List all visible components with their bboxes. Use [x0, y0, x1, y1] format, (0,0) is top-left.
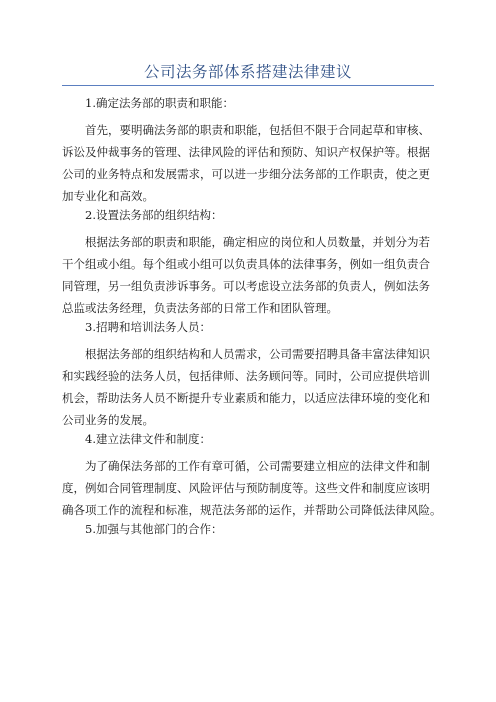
section-paragraph-4	[62, 455, 442, 521]
paragraph-line: 根据法务部的职责和职能，确定相应的岗位和人员数量，并划分为若	[85, 235, 430, 249]
paragraph-line: 度，例如合同管理制度、风险评估与预防制度等。这些文件和制度应该明	[62, 481, 430, 495]
document-title: 公司法务部体系搭建法律建议	[143, 63, 352, 81]
section-heading-3: 3.招聘和培训法务人员：	[85, 320, 211, 334]
title-underline	[62, 85, 434, 86]
section-heading-2: 2.设置法务部的组织结构：	[85, 208, 223, 222]
paragraph-line: 根据法务部的组织结构和人员需求，公司需要招聘具备丰富法律知识	[85, 347, 430, 361]
paragraph-line: 加专业化和高效。	[62, 189, 154, 203]
paragraph-line: 首先，要明确法务部的职责和职能，包括但不限于合同起草和审核、	[85, 123, 430, 137]
paragraph-line: 同管理，另一组负责涉诉事务。可以考虑设立法务部的负责人，例如法务	[62, 279, 430, 293]
paragraph-line: 为了确保法务部的工作有章可循，公司需要建立相应的法律文件和制	[85, 459, 430, 473]
section-heading-1: 1.确定法务部的职责和职能：	[85, 96, 234, 110]
paragraph-line: 确各项工作的流程和标准，规范法务部的运作，并帮助公司降低法律风险。	[62, 503, 442, 517]
paragraph-line: 干个组或小组。每个组或小组可以负责具体的法律事务，例如一组负责合	[62, 257, 430, 271]
section-paragraph-3	[62, 343, 442, 431]
paragraph-line: 诉讼及仲裁事务的管理、法律风险的评估和预防、知识产权保护等。根据	[62, 145, 430, 159]
paragraph-line: 公司业务的发展。	[62, 413, 154, 427]
section-heading-4: 4.建立法律文件和制度：	[85, 432, 211, 446]
section-heading-5: 5.加强与其他部门的合作：	[85, 522, 223, 536]
section-paragraph-2	[62, 231, 442, 319]
paragraph-line: 总监或法务经理，负责法务部的日常工作和团队管理。	[62, 301, 338, 315]
section-paragraph-1	[62, 119, 442, 207]
paragraph-line: 机会，帮助法务人员不断提升专业素质和能力，以适应法律环境的变化和	[62, 391, 430, 405]
paragraph-line: 和实践经验的法务人员，包括律师、法务顾问等。同时，公司应提供培训	[62, 369, 430, 383]
paragraph-line: 公司的业务特点和发展需求，可以进一步细分法务部的工作职责，使之更	[62, 167, 430, 181]
